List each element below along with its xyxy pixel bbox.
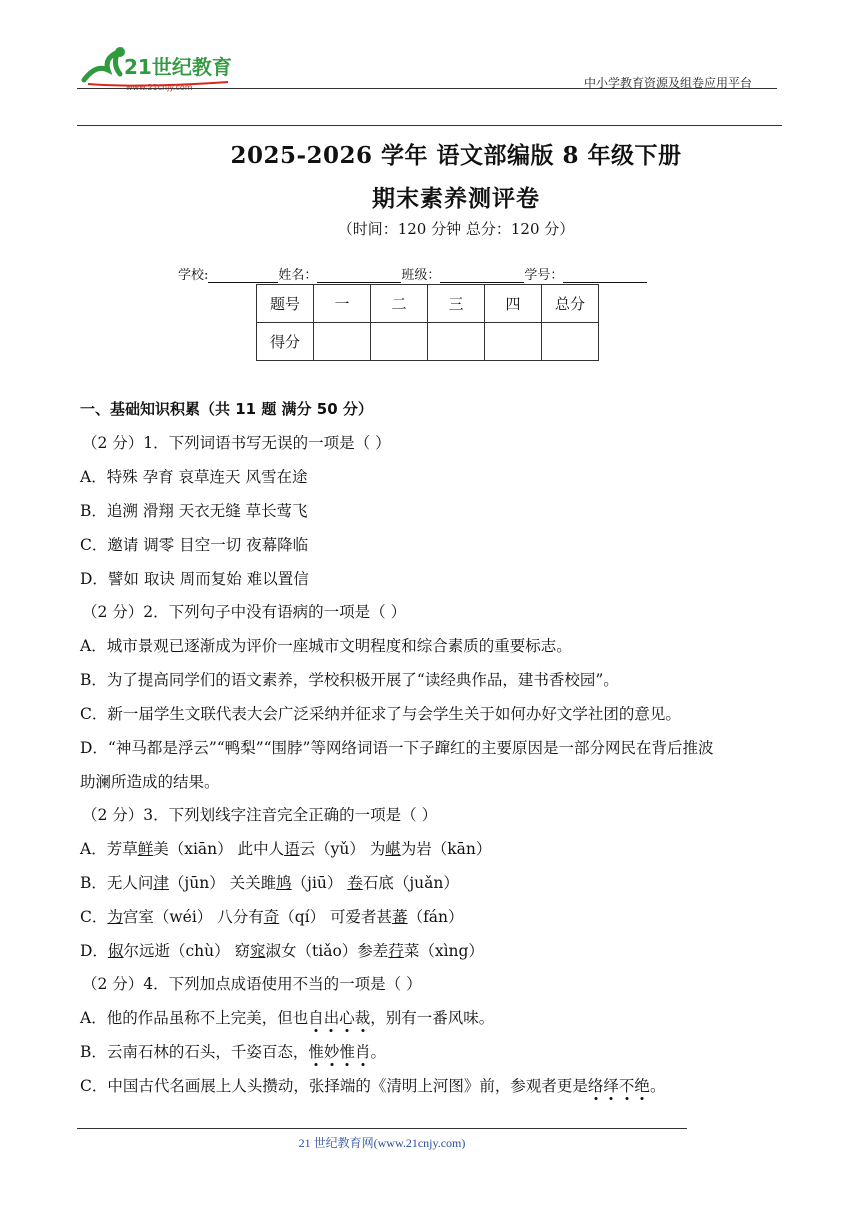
class-label: 班级：: [401, 268, 441, 283]
dotted-char: 络: [588, 1074, 604, 1096]
school-blank[interactable]: [208, 268, 278, 283]
option-text: A．他的作品虽称不上完美，但也: [80, 1009, 309, 1027]
option-b[interactable]: B．为了提高同学们的语文素养，学校积极开展了“读经典作品，建书香校园”。: [80, 671, 619, 689]
dotted-idiom: [588, 1077, 650, 1095]
score-cell[interactable]: [485, 323, 542, 361]
underlined-char: 俶: [107, 942, 124, 960]
option-c[interactable]: C．邀请 调零 目空一切 夜幕降临: [80, 536, 309, 554]
name-label: 姓名：: [278, 268, 318, 283]
platform-label: 中小学教育资源及组卷应用平台: [583, 76, 752, 90]
question-stem: （2 分）2．下列句子中没有语病的一项是（ ）: [82, 603, 407, 621]
underlined-char: 鲜: [137, 840, 154, 858]
logo-text: 21世纪教育: [124, 55, 232, 79]
question-stem: （2 分）1．下列词语书写无误的一项是（ ）: [82, 434, 391, 452]
option-text: 尔远逝（chù） 窈: [123, 942, 251, 960]
number-blank[interactable]: [563, 268, 647, 283]
option-d[interactable]: D．譬如 取诀 周而复始 难以置信: [80, 570, 309, 588]
option-text: （qí） 可爱者甚: [279, 908, 393, 926]
option-c[interactable]: [80, 905, 464, 927]
option-text: 。: [370, 1043, 386, 1061]
option-a[interactable]: [80, 1006, 494, 1028]
option-text: （jūn） 关关雎: [168, 874, 277, 892]
option-text: 。: [649, 1077, 666, 1095]
question-stem: （2 分）3．下列划线字注音完全正确的一项是（ ）: [82, 806, 438, 824]
number-label: 学号：: [524, 268, 564, 283]
option-b[interactable]: B．追溯 滑翔 天衣无缝 草长莺飞: [80, 502, 308, 520]
option-d[interactable]: D．“神马都是浮云”“鸭梨”“围脖”等网络词语一下子蹿红的主要原因是一部分网民在背后推波: [80, 739, 714, 757]
score-header-cell: 二: [371, 285, 428, 323]
score-row-label: 得分: [257, 323, 314, 361]
option-text: ，别有一番风味。: [370, 1009, 495, 1027]
section-heading: 一、基础知识积累（共 11 题 满分 50 分）: [80, 400, 373, 418]
underlined-char: 奇: [263, 908, 280, 926]
option-c[interactable]: [80, 1074, 665, 1096]
exam-meta: （时间：120 分钟 总分：120 分）: [337, 220, 575, 238]
underlined-char: 窕: [250, 942, 266, 960]
name-blank[interactable]: [317, 268, 401, 283]
underlined-char: 鸠: [276, 874, 292, 892]
score-header-cell: 四: [485, 285, 542, 323]
footer-text[interactable]: 21 世纪教育网(www.21cnjy.com): [298, 1136, 466, 1150]
score-header-cell: 题号: [257, 285, 314, 323]
score-header-cell: 一: [314, 285, 371, 323]
option-d-continued: 助澜所造成的结果。: [80, 773, 220, 791]
option-b[interactable]: [80, 1040, 386, 1062]
underlined-char: 荇: [388, 942, 404, 960]
exam-title: 2025-2026 学年 语文部编版 8 年级下册: [230, 142, 682, 169]
score-header-cell: 三: [428, 285, 485, 323]
score-cell[interactable]: [314, 323, 371, 361]
underlined-char: 卷: [347, 874, 363, 892]
underlined-char: 语: [284, 840, 300, 858]
dotted-char: 惟: [308, 1040, 324, 1062]
underlined-char: 嵁: [385, 840, 401, 858]
score-cell[interactable]: [542, 323, 599, 361]
option-text: 美（xiān） 此中人: [153, 840, 285, 858]
student-info-fields: [178, 264, 647, 283]
option-b[interactable]: [80, 871, 459, 893]
dotted-idiom: [308, 1009, 370, 1027]
option-text: （fán）: [407, 908, 464, 926]
score-cell[interactable]: [371, 323, 428, 361]
score-table-score-row: [257, 323, 599, 361]
option-text: 石底（juǎn）: [362, 874, 459, 892]
dotted-char: 自: [308, 1006, 324, 1028]
option-text: 为岩（kān）: [400, 840, 492, 858]
dotted-char: 绎: [603, 1074, 619, 1096]
option-text: 云（yǔ） 为: [299, 840, 386, 858]
underlined-char: 蕃: [392, 908, 408, 926]
option-text: A．芳草: [80, 840, 138, 858]
option-c[interactable]: C．新一届学生文联代表大会广泛采纳并征求了与会学生关于如何办好文学社团的意见。: [80, 705, 681, 723]
dotted-char: 绝: [634, 1074, 650, 1096]
option-text: B．无人问: [80, 874, 154, 892]
score-cell[interactable]: [428, 323, 485, 361]
dotted-idiom: [308, 1043, 370, 1061]
dotted-char: 心: [339, 1006, 355, 1028]
option-a[interactable]: A．特殊 孕育 哀草连天 风雪在途: [80, 468, 308, 486]
question-stem: （2 分）4．下列加点成语使用不当的一项是（ ）: [82, 975, 422, 993]
underlined-char: 津: [153, 874, 169, 892]
option-text: B．云南石林的石头，千姿百态，: [80, 1043, 309, 1061]
dotted-char: 妙: [324, 1040, 340, 1062]
option-text: 淑女（tiǎo）参差: [265, 942, 389, 960]
score-table: [256, 284, 599, 361]
option-a[interactable]: [80, 837, 491, 859]
dotted-char: 裁: [355, 1006, 371, 1028]
site-logo: [78, 44, 248, 92]
footer-divider: [77, 1128, 687, 1129]
option-text: 菜（xìng）: [403, 942, 484, 960]
option-d[interactable]: [80, 939, 484, 961]
score-header-cell: 总分: [542, 285, 599, 323]
option-text: 宫室（wéi） 八分有: [122, 908, 264, 926]
option-a[interactable]: A．城市景观已逐渐成为评价一座城市文明程度和综合素质的重要标志。: [80, 637, 572, 655]
header-divider: [77, 88, 777, 89]
school-label: 学校:: [178, 268, 209, 283]
exam-subtitle: 期末素养测评卷: [372, 185, 540, 212]
dotted-char: 不: [619, 1074, 635, 1096]
option-text: （jiū）: [291, 874, 348, 892]
dotted-char: 肖: [355, 1040, 371, 1062]
underlined-char: 为: [107, 908, 123, 926]
dotted-char: 惟: [339, 1040, 355, 1062]
logo-url: www.21cnjy.com: [126, 83, 193, 92]
option-text: C．: [80, 908, 108, 926]
score-table-header-row: [257, 285, 599, 323]
dotted-char: 出: [324, 1006, 340, 1028]
class-blank[interactable]: [440, 268, 524, 283]
option-text: C．中国古代名画展上人头攒动，张择端的《清明上河图》前，参观者更是: [80, 1077, 588, 1095]
option-text: D．: [80, 942, 108, 960]
title-divider: [77, 125, 782, 126]
